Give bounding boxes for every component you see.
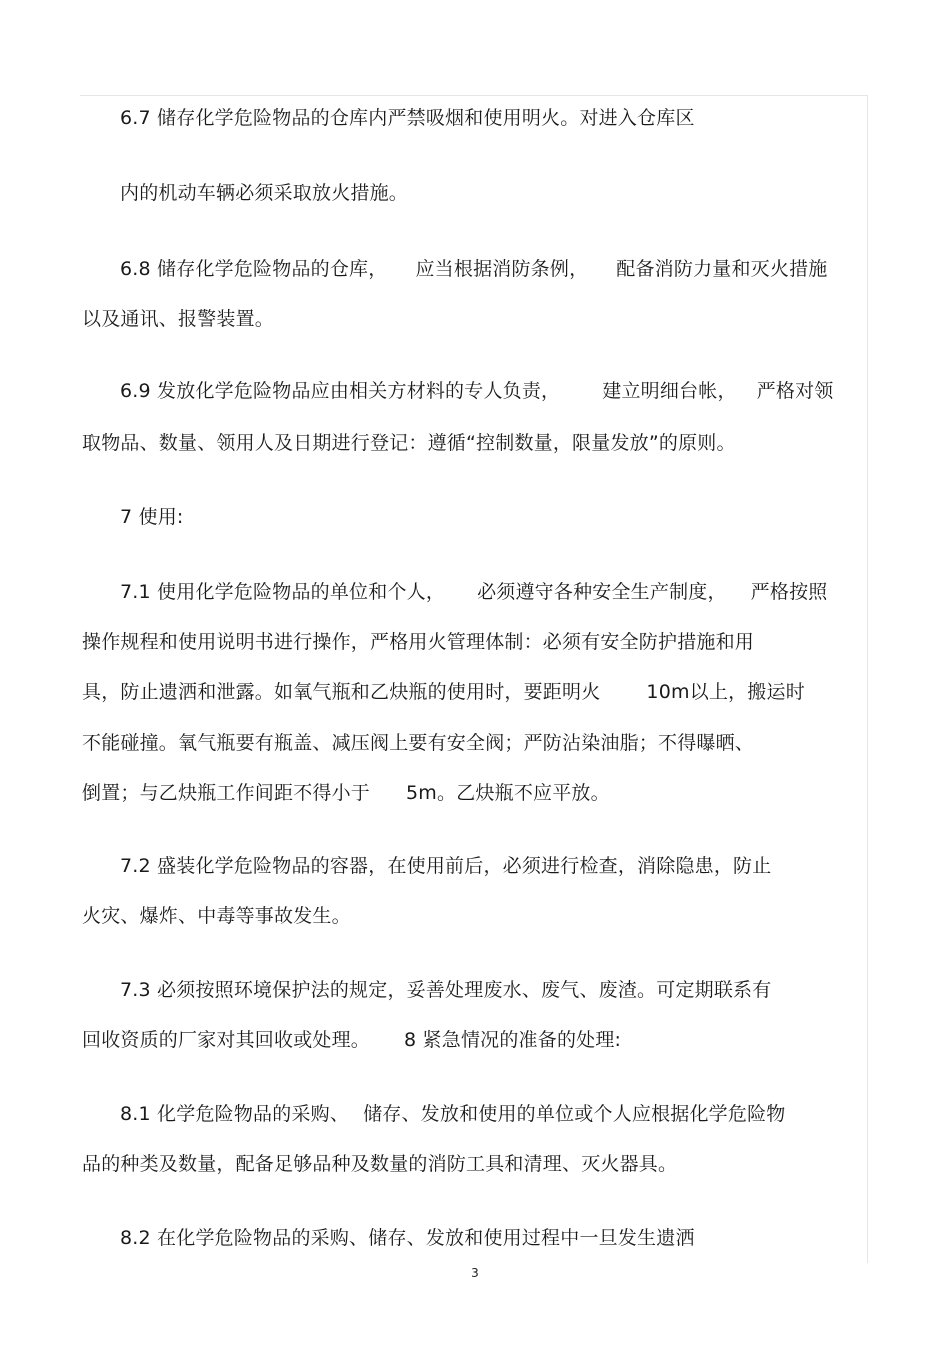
- text-segment: 6.9 发放化学危险物品应由相关方材料的专人负责，: [120, 380, 561, 402]
- text-segment: 6.8 储存化学危险物品的仓库，: [120, 258, 388, 280]
- text-segment: 回收资质的厂家对其回收或处理。: [82, 1029, 371, 1051]
- text-line: [120, 379, 833, 403]
- text-segment: 7.1 使用化学危险物品的单位和个人，: [120, 581, 446, 603]
- text-segment: 5m。乙炔瓶不应平放。: [406, 782, 610, 804]
- text-line: [82, 1028, 621, 1052]
- text-line: [120, 257, 827, 281]
- text-segment: 操作规程和使用说明书进行操作，严格用火管理体制：必须有安全防护措施和用: [82, 631, 755, 653]
- text-line: [120, 580, 827, 604]
- text-line: [120, 854, 771, 878]
- text-segment: 7.2 盛装化学危险物品的容器，在使用前后，必须进行检查，消除隐患，防止: [120, 855, 772, 877]
- text-segment: 取物品、数量、领用人及日期进行登记：遵循“控制数量，限量发放”的原则。: [82, 432, 736, 454]
- text-line: [120, 505, 184, 529]
- text-line: [82, 630, 754, 654]
- text-segment: 品的种类及数量，配备足够品种及数量的消防工具和清理、灭火器具。: [82, 1153, 678, 1175]
- text-line: [120, 181, 408, 205]
- text-line: [120, 1226, 695, 1250]
- text-line: [82, 781, 610, 805]
- text-line: [82, 904, 351, 928]
- text-segment: 7 使用:: [120, 506, 184, 528]
- text-segment: 应当根据消防条例，: [415, 258, 589, 280]
- text-line: [120, 978, 771, 1002]
- text-line: [120, 106, 695, 130]
- text-line: [82, 1152, 677, 1176]
- text-segment: 严格对领: [756, 380, 834, 402]
- text-segment: 严格按照: [750, 581, 828, 603]
- text-segment: 8.2 在化学危险物品的采购、储存、发放和使用过程中一旦发生遗洒: [120, 1227, 695, 1249]
- text-segment: 储存、发放和使用的单位或个人应根据化学危险物: [363, 1103, 786, 1125]
- text-segment: 配备消防力量和灭火措施: [616, 258, 828, 280]
- text-line: [120, 1102, 785, 1126]
- text-segment: 具，防止遗洒和泄露。如氧气瓶和乙炔瓶的使用时，要距明火: [82, 681, 601, 703]
- page-number: 3: [471, 1266, 479, 1280]
- text-segment: 建立明细台帐，: [602, 380, 737, 402]
- text-segment: 火灾、爆炸、中毒等事故发生。: [82, 905, 351, 927]
- text-segment: 6.7 储存化学危险物品的仓库内严禁吸烟和使用明火。对进入仓库区: [120, 107, 695, 129]
- text-line: [82, 731, 754, 755]
- text-segment: 不能碰撞。氧气瓶要有瓶盖、减压阀上要有安全阀；严防沾染油脂；不得曝晒、: [82, 732, 755, 754]
- text-segment: 倒置；与乙炔瓶工作间距不得小于: [82, 782, 371, 804]
- text-line: [82, 680, 805, 704]
- text-segment: 10m以上，搬运时: [646, 681, 805, 703]
- text-line: [82, 307, 274, 331]
- text-line: [82, 431, 736, 455]
- text-segment: 必须遵守各种安全生产制度，: [477, 581, 727, 603]
- text-segment: 内的机动车辆必须采取放火措施。: [120, 182, 409, 204]
- text-segment: 以及通讯、报警装置。: [82, 308, 275, 330]
- text-segment: 7.3 必须按照环境保护法的规定，妥善处理废水、废气、废渣。可定期联系有: [120, 979, 772, 1001]
- text-segment: 8.1 化学危险物品的采购、: [120, 1103, 350, 1125]
- text-segment: 8 紧急情况的准备的处理:: [404, 1029, 622, 1051]
